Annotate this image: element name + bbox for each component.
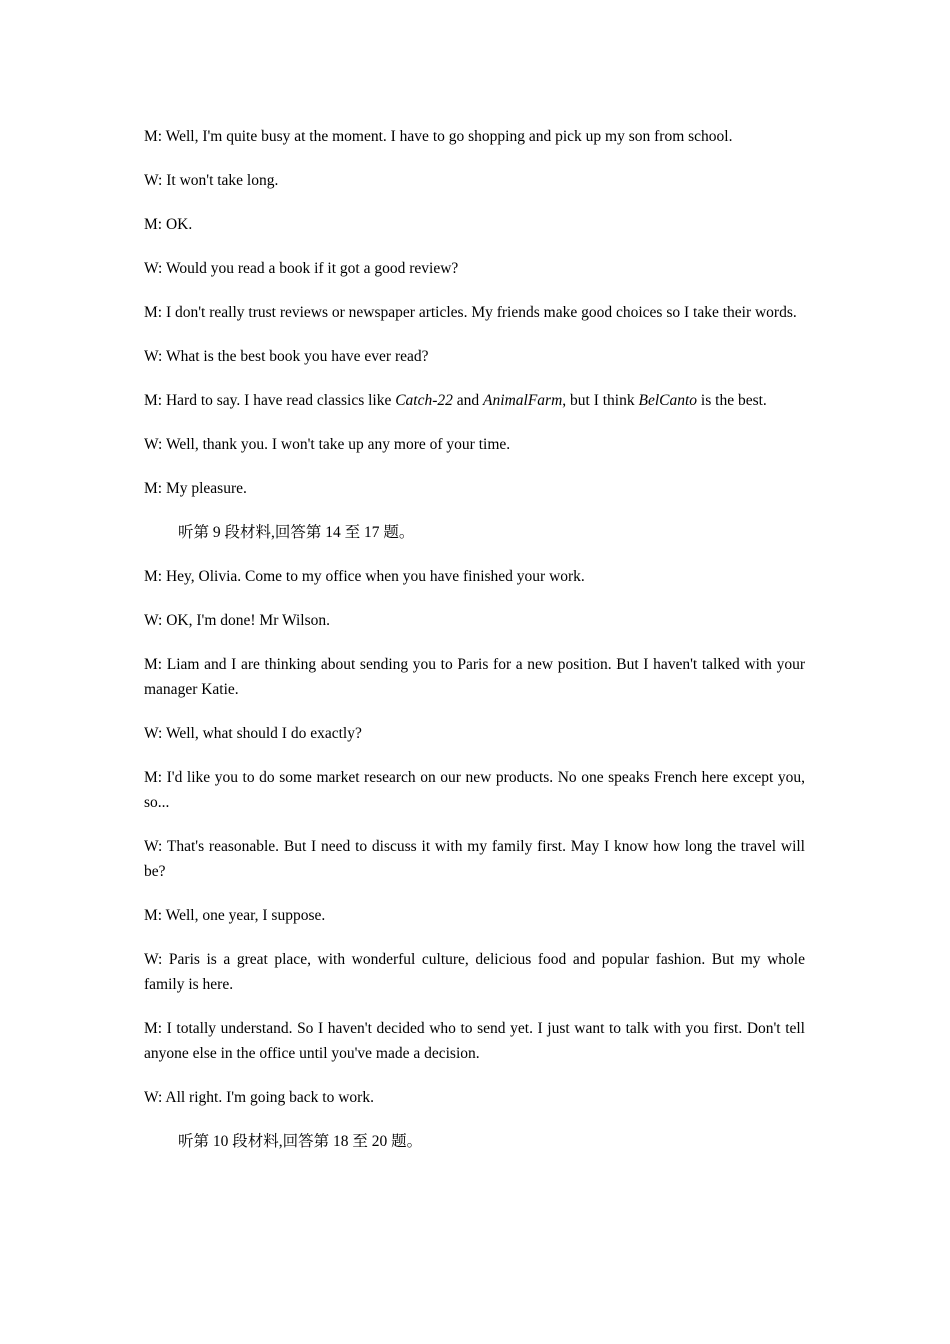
dialog-line-with-titles bbox=[144, 388, 805, 413]
dialog-text: , but I think bbox=[562, 392, 639, 409]
dialog-line: M: OK. bbox=[144, 216, 193, 233]
book-title: AnimalFarm bbox=[483, 392, 563, 409]
dialog-text: and bbox=[452, 392, 484, 409]
dialog-line: W: Would you read a book if it got a good review? bbox=[144, 260, 459, 277]
dialog-line: W: That's reasonable. But I need to discuss it with my family first. May I know how long the travel will be? bbox=[144, 838, 805, 880]
dialog-line: W: All right. I'm going back to work. bbox=[144, 1089, 374, 1106]
dialog-line: M: I'd like you to do some market research on our new products. No one speaks French here except you, so... bbox=[144, 769, 805, 811]
book-title: BelCanto bbox=[638, 392, 698, 409]
dialog-line: M: My pleasure. bbox=[144, 480, 247, 497]
dialog-text: M: Hard to say. I have read classics like bbox=[144, 392, 396, 409]
dialog-line: M: Well, I'm quite busy at the moment. I have to go shopping and pick up my son from school. bbox=[144, 128, 733, 145]
dialog-line: W: It won't take long. bbox=[144, 172, 279, 189]
book-title: Catch-22 bbox=[395, 392, 453, 409]
section-heading: 听第 10 段材料,回答第 18 至 20 题。 bbox=[178, 1133, 423, 1150]
dialog-line: M: Hey, Olivia. Come to my office when you have finished your work. bbox=[144, 568, 585, 585]
dialog-line: M: I don't really trust reviews or newspaper articles. My friends make good choices so I take their words. bbox=[144, 304, 797, 321]
dialog-line: M: I totally understand. So I haven't decided who to send yet. I just want to talk with you first. Don't tell anyone else in the office until you've made a decision. bbox=[144, 1020, 805, 1062]
dialog-line: W: Well, thank you. I won't take up any more of your time. bbox=[144, 436, 511, 453]
dialog-line: W: Paris is a great place, with wonderful culture, delicious food and popular fashion. But my whole family is here. bbox=[144, 951, 805, 993]
dialog-line: W: What is the best book you have ever read? bbox=[144, 348, 429, 365]
dialog-line: M: Liam and I are thinking about sending you to Paris for a new position. But I haven't talked with your manager Katie. bbox=[144, 656, 805, 698]
dialog-line: M: Well, one year, I suppose. bbox=[144, 907, 326, 924]
dialog-text: is the best. bbox=[697, 392, 767, 409]
dialog-line: W: Well, what should I do exactly? bbox=[144, 725, 362, 742]
document-page bbox=[144, 124, 805, 1173]
section-heading: 听第 9 段材料,回答第 14 至 17 题。 bbox=[178, 524, 415, 541]
dialog-line: W: OK, I'm done! Mr Wilson. bbox=[144, 612, 330, 629]
